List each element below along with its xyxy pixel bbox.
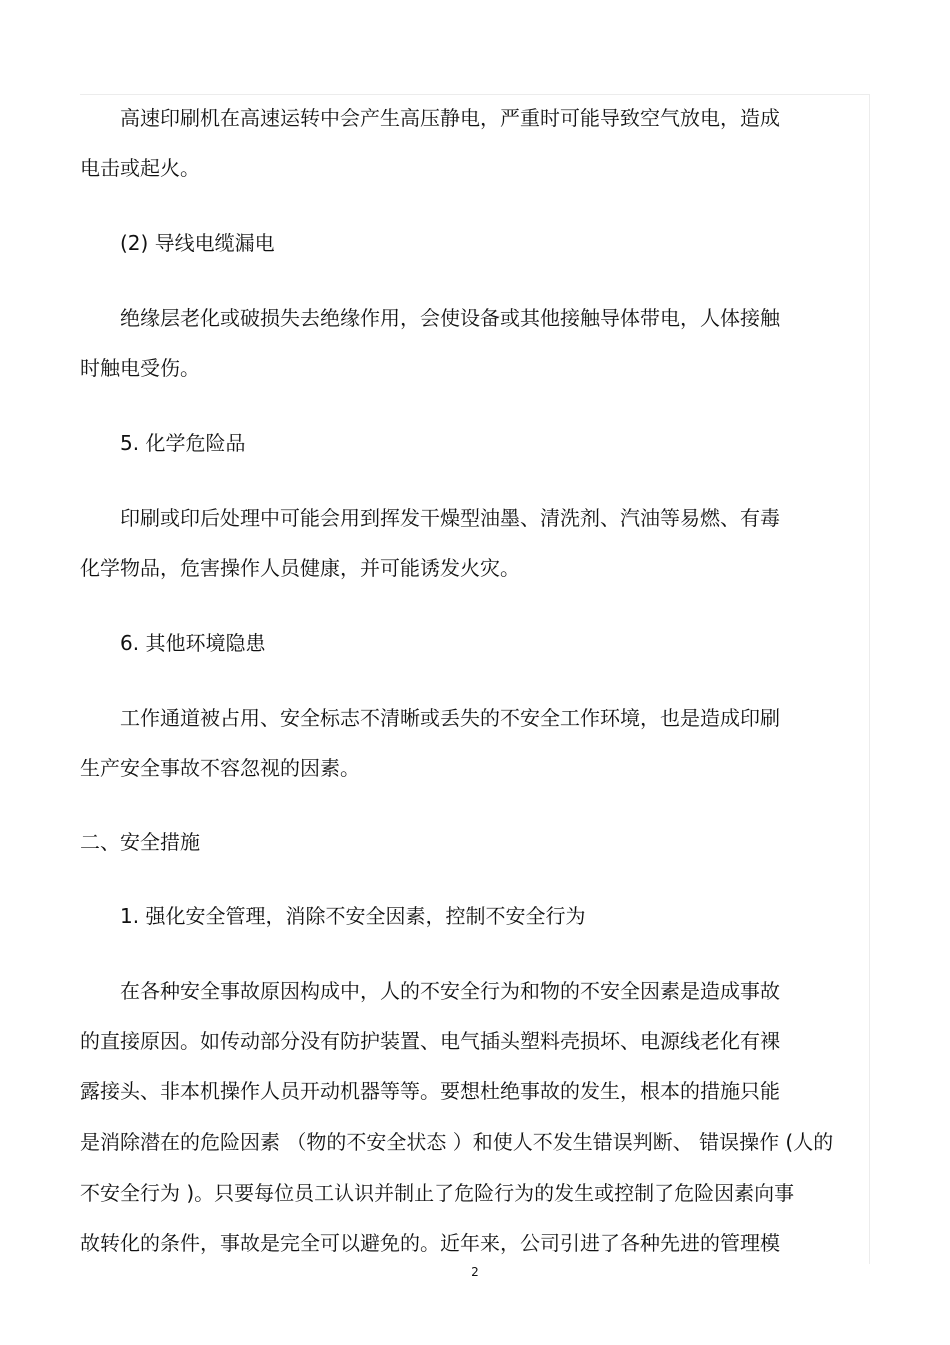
- text-line: 的直接原因。如传动部分没有防护装置、电气插头塑料壳损坏、电源线老化有裸: [80, 1029, 780, 1053]
- text-line: 时触电受伤。: [80, 356, 200, 380]
- text-line: 故转化的条件，事故是完全可以避免的。近年来，公司引进了各种先进的管理模: [80, 1231, 780, 1255]
- text-line: 不安全行为 )。只要每位员工认识并制止了危险行为的发生或控制了危险因素向事: [80, 1181, 795, 1205]
- section-heading-safety-measures: 二、安全措施: [80, 830, 200, 854]
- text-line: 高速印刷机在高速运转中会产生高压静电，严重时可能导致空气放电，造成: [120, 106, 780, 130]
- text-line: 化学物品，危害操作人员健康，并可能诱发火灾。: [80, 556, 520, 580]
- subheading-chemicals: 5. 化学危险品: [120, 431, 246, 455]
- page-top-rule: [80, 94, 870, 95]
- text-line: 印刷或印后处理中可能会用到挥发干燥型油墨、清洗剂、汽油等易燃、有毒: [120, 506, 780, 530]
- text-line: 电击或起火。: [80, 156, 200, 180]
- page-number: 2: [471, 1265, 479, 1279]
- text-line: 绝缘层老化或破损失去绝缘作用，会使设备或其他接触导体带电，人体接触: [120, 306, 780, 330]
- text-line: 生产安全事故不容忽视的因素。: [80, 756, 360, 780]
- text-line: 在各种安全事故原因构成中，人的不安全行为和物的不安全因素是造成事故: [120, 979, 780, 1003]
- page-right-rule: [869, 94, 870, 1264]
- subheading-cable-leakage: (2) 导线电缆漏电: [120, 231, 275, 255]
- text-line: 是消除潜在的危险因素 （物的不安全状态 ）和使人不发生错误判断、 错误操作 (人的: [80, 1130, 834, 1154]
- subheading-safety-management: 1. 强化安全管理，消除不安全因素，控制不安全行为: [120, 904, 586, 928]
- text-line: 工作通道被占用、安全标志不清晰或丢失的不安全工作环境，也是造成印刷: [120, 706, 780, 730]
- subheading-environment: 6. 其他环境隐患: [120, 631, 266, 655]
- text-line: 露接头、非本机操作人员开动机器等等。要想杜绝事故的发生，根本的措施只能: [80, 1079, 780, 1103]
